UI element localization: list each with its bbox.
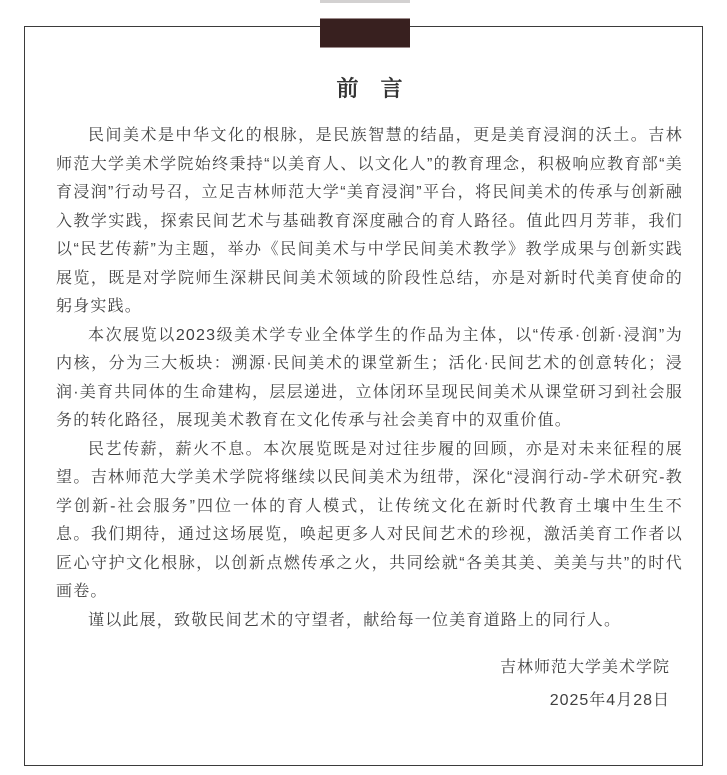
preface-paragraph-3: 民艺传薪，薪火不息。本次展览既是对过往步履的回顾，亦是对未来征程的展望。吉林师范大学美术学院将继续以民间美术为纽带，深化“浸润行动-学术研究-教学创新-社会服务”四位一体的育人模式，让传统文化在新时代教育土壤中生生不息。我们期待，通过这场展览，唤起更多人对民间艺术的珍视，激活美育工作者以匠心守护文化根脉，以创新点燃传承之火，共同绘就“各美其美、美美与共”的时代画卷。 bbox=[56, 440, 683, 600]
preface-paragraph-1: 民间美术是中华文化的根脉，是民族智慧的结晶，更是美育浸润的沃土。吉林师范大学美术学院始终秉持“以美育人、以文化人”的教育理念，积极响应教育部“美育浸润”行动号召，立足吉林师范大学“美育浸润”平台，将民间美术的传承与创新融入教学实践，探索民间艺术与基础教育深度融合的育人路径。值此四月芳菲，我们以“民艺传薪”为主题，举办《民间美术与中学民间美术教学》教学成果与创新实践展览，既是对学院师生深耕民间美术领域的阶段性总结，亦是对新时代美育使命的躬身实践。 bbox=[56, 127, 683, 315]
preface-paragraph-2: 本次展览以2023级美术学专业全体学生的作品为主体，以“传承·创新·浸润”为内核，分为三大板块：溯源·民间美术的课堂新生；活化·民间艺术的创意转化；浸润·美育共同体的生命建构，层层递进，立体闭环呈现民间美术从课堂研习到社会服务的转化路径，展现美术教育在文化传承与社会美育中的双重价值。 bbox=[56, 326, 683, 429]
preface-content bbox=[24, 26, 704, 717]
page-title: 前 言 bbox=[336, 76, 403, 101]
top-accent-bar-cropped bbox=[320, 0, 410, 3]
signature-date: 2025年4月28日 bbox=[549, 692, 670, 709]
signature-block bbox=[56, 651, 683, 717]
signature-organization: 吉林师范大学美术学院 bbox=[499, 659, 670, 676]
preface-paragraph-4: 谨以此展，致敬民间艺术的守望者，献给每一位美育道路上的同行人。 bbox=[88, 611, 622, 629]
